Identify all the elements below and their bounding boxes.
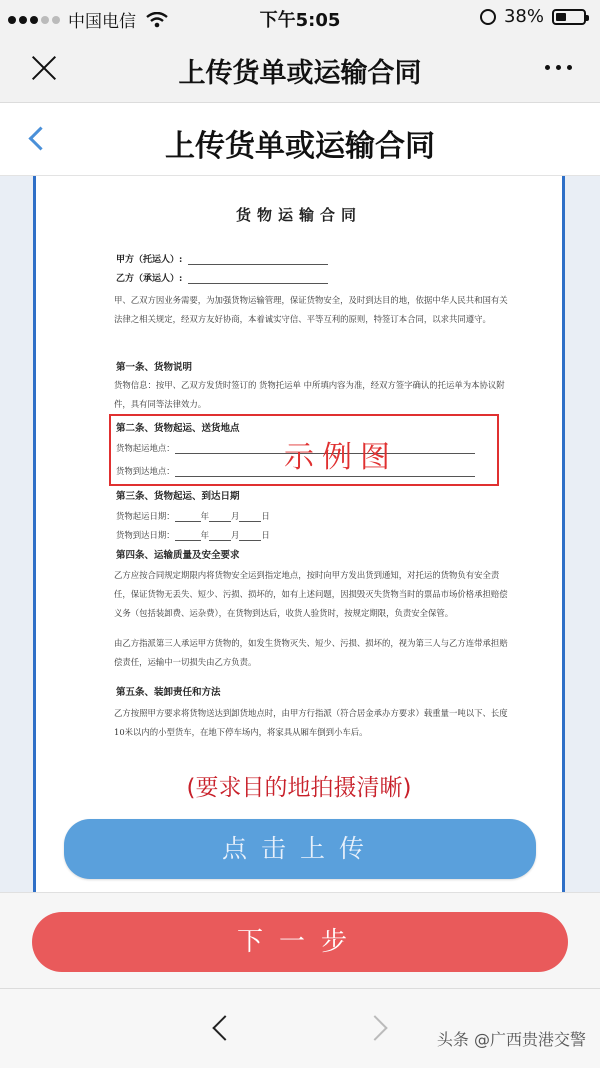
sample-contract-image xyxy=(33,176,565,892)
rotation-lock-icon xyxy=(480,9,496,25)
page-header xyxy=(0,103,600,176)
to-location-row: 货物到达地点： xyxy=(116,465,475,477)
close-icon[interactable] xyxy=(30,54,58,82)
photo-requirement-hint: (要求目的地拍摄清晰) xyxy=(186,775,412,801)
upload-button[interactable]: 点击上传 xyxy=(64,819,536,879)
next-step-button[interactable]: 下一步 xyxy=(32,912,568,972)
section-3-title: 第三条、货物起运、到达日期 xyxy=(116,491,240,502)
content-area xyxy=(0,176,600,892)
section-2-title: 第二条、货物起运、送货地点 xyxy=(116,423,240,434)
status-time: 下午5:05 xyxy=(259,10,341,31)
forward-arrow-icon[interactable] xyxy=(366,1013,390,1043)
section-1-text: 货物信息：按甲、乙双方发货时签订的 货物托运单 中所填内容为准，经双方签字确认的托运单为本协议附件，具有同等法律效力。 xyxy=(114,380,505,409)
carrier-name: 中国电信 xyxy=(68,12,136,32)
battery-icon xyxy=(552,9,586,25)
party-b-line: 乙方（承运人）: xyxy=(116,271,328,284)
more-icon[interactable] xyxy=(545,65,572,70)
status-bar xyxy=(0,0,600,34)
browser-nav-bar xyxy=(0,988,600,1068)
top-bar-title: 上传货单或运输合同 xyxy=(178,58,422,89)
from-location-row: 货物起运地点： xyxy=(116,442,475,454)
section-1-title: 第一条、货物说明 xyxy=(116,362,193,373)
contract-title: 货物运输合同 xyxy=(235,206,362,224)
back-arrow-icon[interactable] xyxy=(208,1013,232,1043)
start-date-row: 货物起运日期： 年 月 日 xyxy=(116,511,270,521)
page-title: 上传货单或运输合同 xyxy=(165,129,435,164)
section-5-text: 乙方按照甲方要求将货物送达到卸货地点时，由甲方行指派（符合居金承办方要求）载重量一吨以下、长度10米以内的小型货车，在地下停车场内，将家具从厢车倒到小车后。 xyxy=(114,708,508,737)
example-label: 示例图 xyxy=(284,440,398,475)
end-date-row: 货物到达日期： 年 月 日 xyxy=(116,530,270,540)
section-4-text-1: 乙方应按合同规定期限内将货物安全运到指定地点，按时向甲方发出货到通知，对托运的货物负有安全责任，保证货物无丢失、短少、污损、损坏的，如有上述问题，因损毁灭失货物当时的票品市场价格承担赔偿义务（包括装卸费、运杂费），在货物到达后，收货人验货时，按规定期限，负责安全保管。 xyxy=(114,570,508,618)
watermark: 头条 @广西贵港交警 xyxy=(436,1030,586,1049)
intro-paragraph: 甲、乙双方因业务需要，为加强货物运输管理，保证货物安全，及时到达目的地，依据中华人民共和国有关法律之相关规定，经双方友好协商，本着诚实守信、平等互利的原则，特签订本合同，以求共同遵守。 xyxy=(114,295,508,324)
party-a-line: 甲方（托运人）: xyxy=(116,252,328,265)
section-4-title: 第四条、运输质量及安全要求 xyxy=(116,550,240,561)
section-5-title: 第五条、装卸责任和方法 xyxy=(116,687,221,698)
battery-percent: 38% xyxy=(503,6,544,27)
section-4-text-2: 由乙方指派第三人承运甲方货物的，如发生货物灭失、短少、污损、损坏的，视为第三人与乙方连带承担赔偿责任，运输中一切损失由乙方负责。 xyxy=(114,638,508,667)
top-bar xyxy=(0,34,600,103)
back-icon[interactable] xyxy=(26,125,48,153)
